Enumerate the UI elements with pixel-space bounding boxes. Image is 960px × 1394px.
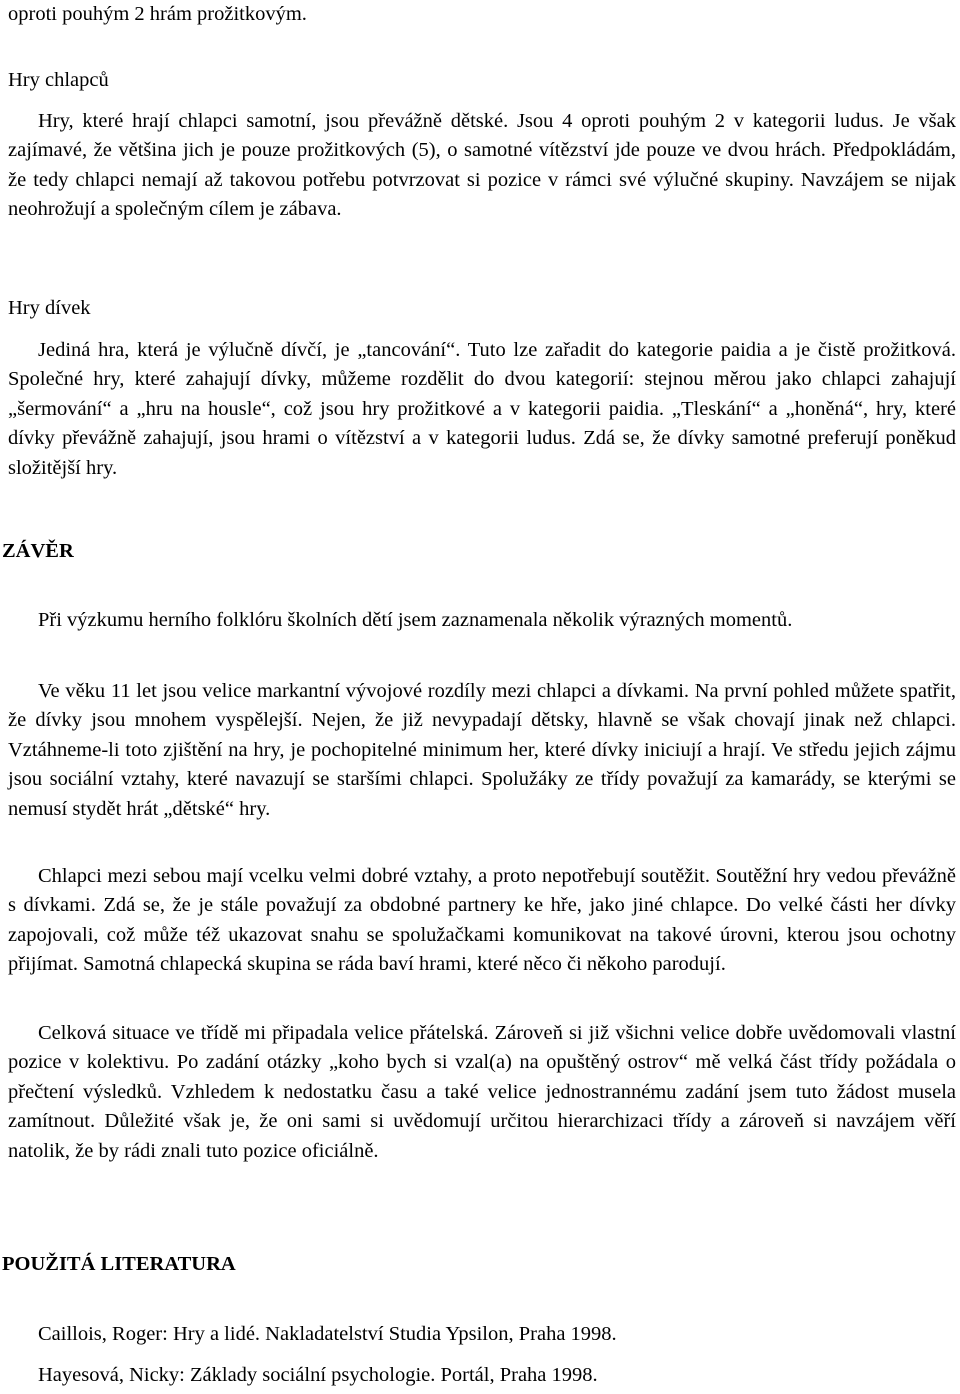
- conclusion-paragraph-2: Ve věku 11 let jsou velice markantní vývojové rozdíly mezi chlapci a dívkami. Na první pohled můžete spatřit, že dívky jsou mnohem vyspělejší. Nejen, že již nevypadají dětsky, hlavně se však chovají jinak než chlapci. Vztáhneme-li toto zjištění na hry, je pochopitelné minimum her, které dívky iniciují a hrají. Ve středu jejich zájmu jsou sociální vztahy, které navazují se staršími chlapci. Spolužáky ze třídy považují za kamarády, se kterými se nemusí stydět hrát „dětské“ hry.: [8, 680, 956, 820]
- literature-heading: POUŽITÁ LITERATURA: [2, 1253, 236, 1275]
- top-line: oproti pouhým 2 hrám prožitkovým.: [8, 3, 307, 25]
- girls-heading: Hry dívek: [8, 297, 91, 319]
- literature-item: Hayesová, Nicky: Základy sociální psychologie. Portál, Praha 1998.: [38, 1364, 598, 1386]
- boys-heading: Hry chlapců: [8, 69, 109, 91]
- literature-item: Caillois, Roger: Hry a lidé. Nakladatelství Studia Ypsilon, Praha 1998.: [38, 1323, 617, 1345]
- conclusion-paragraph-3: Chlapci mezi sebou mají vcelku velmi dobré vztahy, a proto nepotřebují soutěžit. Soutěžní hry vedou převážně s dívkami. Zdá se, že je stále považují za obdobné partnery ke hře, jako jiné chlapce. Do velké části her dívky zapojovali, což může též ukazovat snahu se spolužačkami komunikovat na takové úrovni, kterou jsou ochotny přijímat. Samotná chlapecká skupina se ráda baví hrami, které něco či někoho parodují.: [8, 865, 956, 976]
- boys-paragraph: Hry, které hrají chlapci samotní, jsou převážně dětské. Jsou 4 oproti pouhým 2 v kategorii ludus. Je však zajímavé, že většina jich je pouze prožitkových (5), o samotné vítězství jde pouze ve dvou hrách. Předpokládám, že tedy chlapci nemají až takovou potřebu potvrzovat si pozice v rámci své výlučné skupiny. Navzájem se nijak neohrožují a společným cílem je zábava.: [8, 110, 956, 221]
- conclusion-paragraph-4: Celková situace ve třídě mi připadala velice přátelská. Zároveň si již všichni velice dobře uvědomovali vlastní pozice v kolektivu. Po zadání otázky „koho bych si vzal(a) na opuštěný ostrov“ mě velká část třídy požádala o přečtení výsledků. Vzhledem k nedostatku času a také velice jednostrannému zadání jsem tuto žádost musela zamítnout. Důležité však je, že oni sami si uvědomují určitou hierarchizaci třídy a zároveň si navzájem věří natolik, že by rádi znali tuto pozice oficiálně.: [8, 1022, 956, 1162]
- conclusion-heading: ZÁVĚR: [2, 540, 74, 562]
- conclusion-paragraph-1: Při výzkumu herního folklóru školních dětí jsem zaznamenala několik výrazných momentů.: [38, 609, 793, 631]
- girls-paragraph: Jediná hra, která je výlučně dívčí, je „tancování“. Tuto lze zařadit do kategorie paidia a je čistě prožitková. Společné hry, které zahajují dívky, můžeme rozdělit do dvou kategorií: stejnou měrou jako chlapci zahajují „šermování“ a „hru na housle“, což jsou hry prožitkové a v kategorii paidia. „Tleskání“ a „honěná“, hry, které dívky převážně zahajují, jsou hrami o vítězství a v kategorii ludus. Zdá se, že dívky samotné preferují poněkud složitější hry.: [8, 339, 956, 479]
